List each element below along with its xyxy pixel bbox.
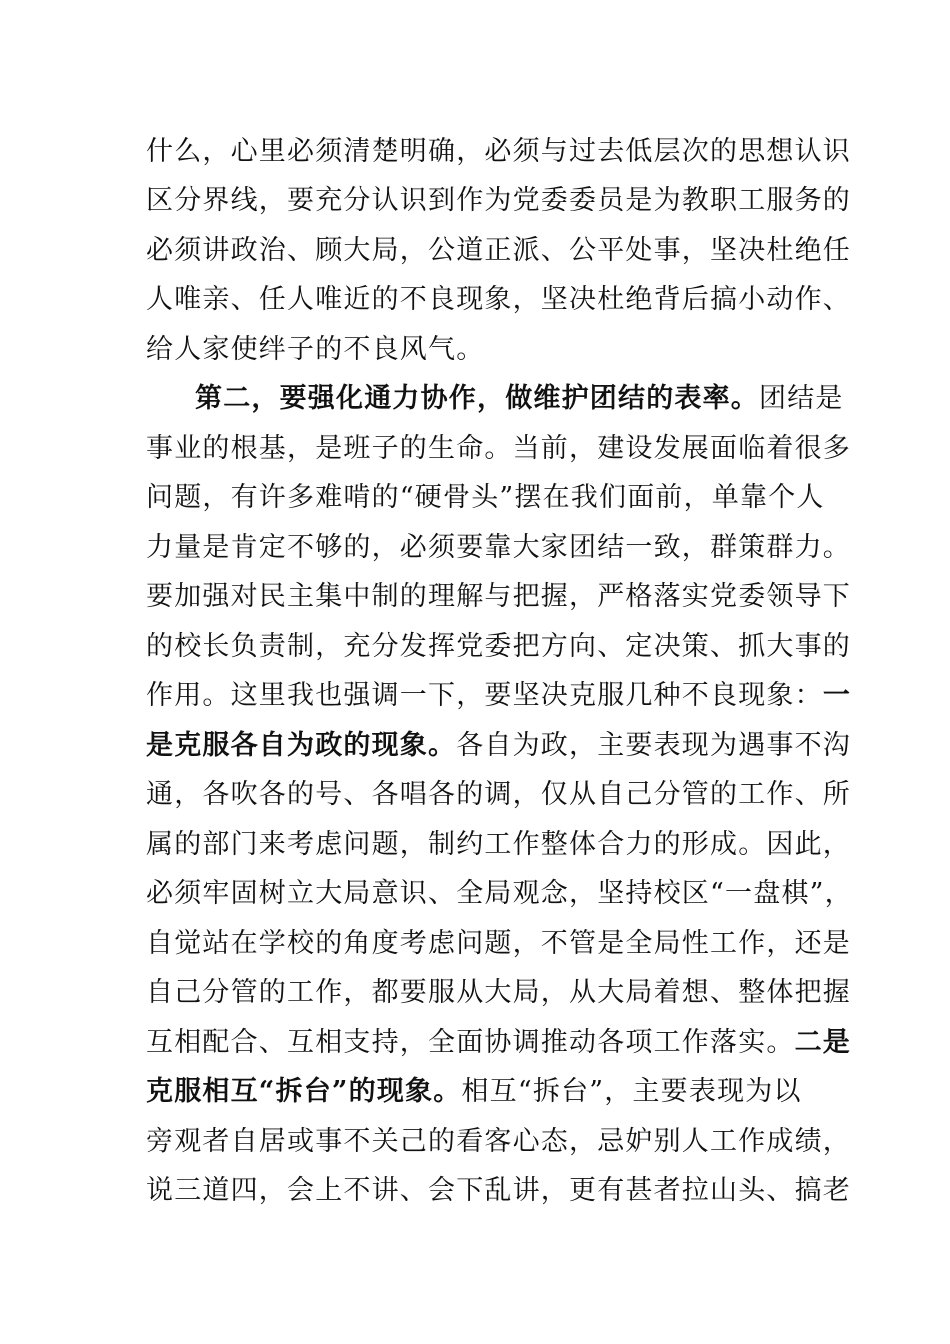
bold-run: 克服相互“拆台”的现象。 [146,1076,462,1107]
text-run: 相互“拆台”，主要表现为以 [461,1076,802,1107]
text-line: 问题，有许多难啃的“硬骨头”摆在我们面前，单靠个人 [146,482,825,513]
text-line: 区分界线，要充分认识到作为党委委员是为教职工服务的 [146,185,851,216]
bold-run: 是克服各自为政的现象。 [146,730,457,761]
bold-run: 二是 [794,1027,852,1058]
text-line: 必须讲政治、顾大局，公道正派、公平处事，坚决杜绝任 [146,235,851,266]
text-line: 给人家使绊子的不良风气。 [146,334,485,365]
bold-heading: 第二，要强化通力协作，做维护团结的表率。 [195,383,759,414]
text-line: 通，各吹各的号、各唱各的调，仅从自己分管的工作、所 [146,779,851,810]
text-line: 力量是肯定不够的，必须要靠大家团结一致，群策群力。 [146,532,851,563]
text-run: 各自为政，主要表现为遇事不沟 [456,730,852,761]
text-line: 旁观者自居或事不关己的看客心态，忌妒别人工作成绩， [146,1126,851,1157]
text-line: 必须牢固树立大局意识、全局观念，坚持校区“一盘棋”， [146,878,853,909]
text-line: 自己分管的工作，都要服从大局，从大局着想、整体把握 [146,977,851,1008]
text-line [146,1018,852,1067]
text-line: 的校长负责制，充分发挥党委把方向、定决策、抓大事的 [146,631,851,662]
text-line: 属的部门来考虑问题，制约工作整体合力的形成。因此， [146,829,851,860]
bold-run: 一 [822,680,852,711]
text-line [146,1067,806,1116]
text-run: 团结是 [759,383,844,414]
text-line: 人唯亲、任人唯近的不良现象，坚决杜绝背后搞小动作、 [146,284,851,315]
text-run: 作用。这里我也强调一下，要坚决克服几种不良现象： [146,680,823,711]
text-line: 要加强对民主集中制的理解与把握，严格落实党委领导下 [146,581,851,612]
text-line: 自觉站在学校的角度考虑问题，不管是全局性工作，还是 [146,928,851,959]
text-line: 事业的根基，是班子的生命。当前，建设发展面临着很多 [146,433,851,464]
text-line [146,671,852,720]
text-run: 互相配合、互相支持，全面协调推动各项工作落实。 [146,1027,795,1058]
text-line: 说三道四，会上不讲、会下乱讲，更有甚者拉山头、搞老 [146,1175,851,1206]
text-line [146,721,852,770]
text-line: 什么，心里必须清楚明确，必须与过去低层次的思想认识 [146,136,851,167]
paragraph-heading-line [195,374,844,423]
